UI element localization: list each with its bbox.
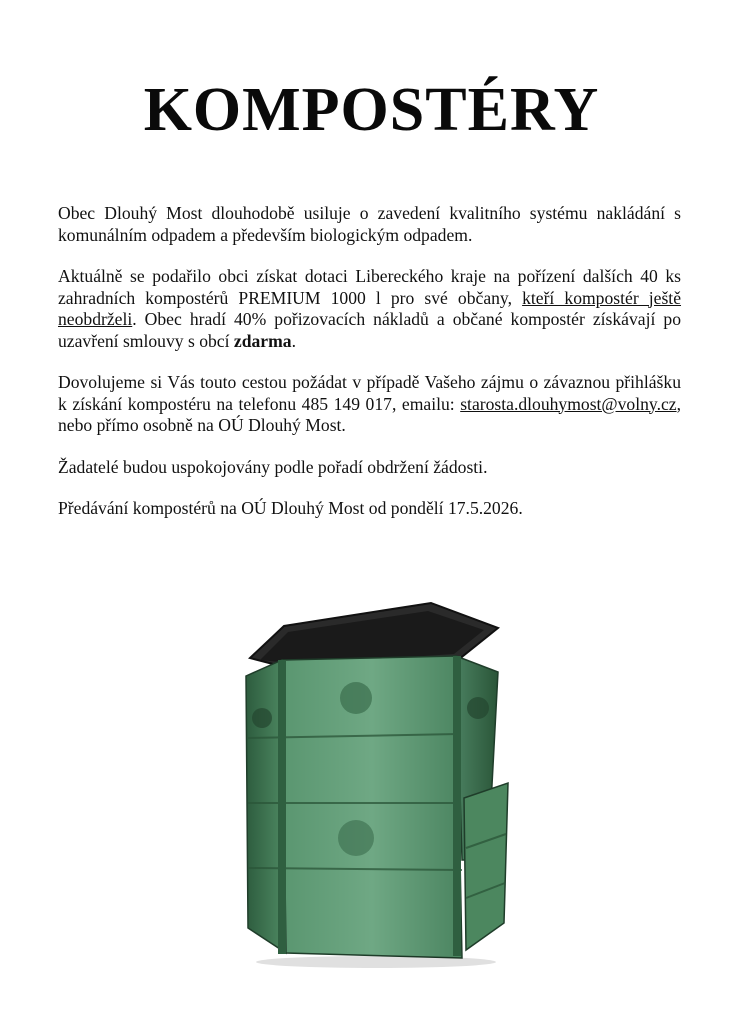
paragraph-intro: Obec Dlouhý Most dlouhodobě usiluje o zavedení kvalitního systému nakládání s komunálním odpadem a především biologickým odpadem. [58,203,681,245]
email-link[interactable]: starosta.dlouhymost@volny.cz [460,393,677,414]
grant-text-c: . [291,330,296,351]
paragraph-grant [58,266,681,352]
paragraph-order: Žadatelé budou uspokojovány podle pořadí obdržení žádosti. [58,456,488,477]
contact-text-b: , nebo přímo osobně na OÚ Dlouhý Most. [58,393,681,435]
paragraph-handover: Předávání kompostérů na OÚ Dlouhý Most od pondělí 17.5.2026. [58,498,523,518]
grant-text-b: . Obec hradí 40% pořizovacích nákladů a občané kompostér získávají po uzavření smlouvy s obcí [58,309,681,351]
paragraph-contact [58,372,681,437]
grant-text-a: Aktuálně se podařilo obci získat dotaci Libereckého kraje na pořízení dalších 40 ks zahradních kompostérů PREMIUM 1000 l pro své občany, [58,266,681,308]
contact-text-a: Dovolujeme si Vás touto cestou požádat v případě Vašeho zájmu o závaznou přihlášku k získání kompostéru na telefonu 485 149 017, emailu: [58,372,681,414]
body-text [58,203,681,540]
grant-underlined-text: kteří kompostér ještě neobdrželi [58,287,682,329]
page-title: KOMPOSTÉRY [143,76,600,144]
composter-image [226,598,510,970]
grant-bold-text: zdarma [233,330,292,351]
